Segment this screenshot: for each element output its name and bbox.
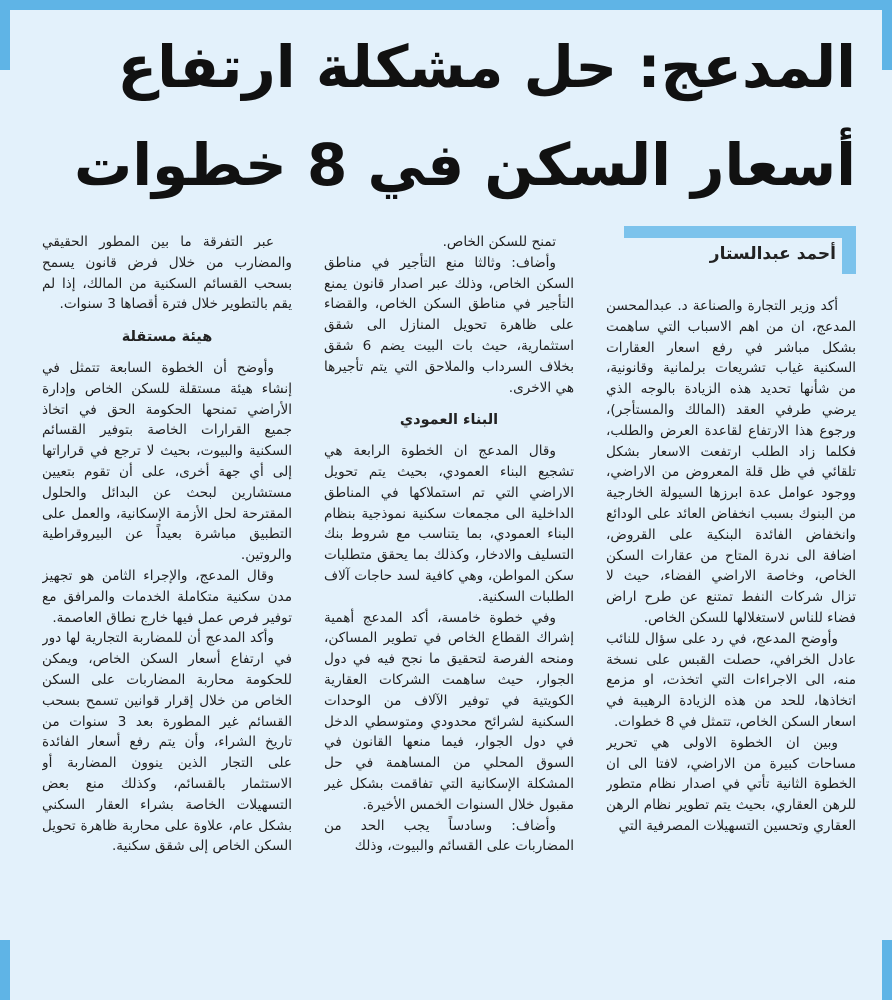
article-column-1 [606,296,856,986]
article-paragraph: وقال المدعج، والإجراء الثامن هو تجهيز مدن سكنية متكاملة الخدمات والمرافق مع توفير فرص عمل فيها خارج نطاق العاصمة. [42,567,292,626]
article-paragraph: عبر التفرقة ما بين المطور الحقيقي والمضارب من خلال فرض قانون يسمح بسحب القسائم السكنية من المالك، إذا لم يقم بالتطوير خلال فترة أقصاها 3 سنوات. [42,234,292,313]
byline-accent-tab [842,226,856,274]
frame-top-border [0,0,892,10]
byline-accent-bar [624,226,856,238]
article-column-2 [324,232,574,986]
section-subheading: البناء العمودي [399,412,499,429]
frame-left-border [0,0,10,70]
article-headline: المدعج: حل مشكلة ارتفاع أسعار السكن في 8 خطوات [73,33,856,199]
article-paragraph: وبين ان الخطوة الاولى هي تحرير مساحات كبيرة من الاراضي، لافتا الى ان الخطوة الثانية تأتي في اصدار نظام متطور للرهن العقاري، بحيث يتم تطوير نظام الرهن العقاري وتحسين التسهيلات المصرفية التي [606,734,856,834]
article-paragraph: وأوضح أن الخطوة السابعة تتمثل في إنشاء هيئة مستقلة للسكن الخاص وإدارة الأراضي تمنحها الحكومة الحق في اتخاذ جميع القرارات الخاصة بتوفير القسائم السكنية والبيوت، بحيث لا ترجع في قراراتها إلى أي جهة أخرى، على أن تقوم بتعيين مستشارين لبحث عن البدائل والحلول المقترحة لحل الأزمة الإسكانية، والعمل على التطبيق مباشرة بعيداً عن البيروقراطية والروتين. [42,359,292,564]
frame-bottom-left-border [0,940,10,1000]
frame-bottom-right-border [882,940,892,1000]
article-paragraph: وأوضح المدعج، في رد على سؤال للنائب عادل الخرافي، حصلت القبس على نسخة منه، الى الاجراءات التي اتخذت، او مزمع اتخاذها، للحد من هذه الزيادة الرهيبة في اسعار السكن الخاص، تتمثل في 8 خطوات. [606,630,856,730]
author-byline: أحمد عبدالستار [709,244,836,264]
article-paragraph: أكد وزير التجارة والصناعة د. عبدالمحسن المدعج، ان من اهم الاسباب التي ساهمت بشكل مباشر في رفع اسعار العقارات السكنية غياب تشريعات برلمانية وقانونية، من شأنها تحديد هذه الزيادة بالوجه الذي يرضي طرفي العقد (المالك والمستأجر)، ورجوع هذا الارتفاع لقاعدة العرض والطلب، فكلما زاد الطلب ارتفعت الاسعار بشكل تلقائي في ظل قلة المعروض من الاراضي، ووجود عوامل عدة ابرزها السيولة الخارجية من البنوك بسبب انخفاض العائد على الودائع وانخفاض الفائدة البنكية على القروض، اضافة الى ندرة المتاح من عقارات السكن الخاص، وخاصة الاراضي الفضاء، حيث لا تزال شركات النفط تمتنع عن طرح اراض فضاء للناس لاستغلالها للسكن الخاص. [606,298,856,626]
article-column-3 [42,232,292,986]
article-paragraph: وفي خطوة خامسة، أكد المدعج أهمية إشراك القطاع الخاص في تطوير المساكن، ومنحه الفرصة لتحقيق ما نجح فيه في دول الجوار، حيث ساهمت الشركات العقارية الكويتية في توفير الآلاف من الوحدات السكنية لشرائح محدودي ومتوسطي الدخل في دول الجوار، فيما منعها القانون في السوق المحلي من المساهمة في حل المشكلة الإسكانية التي تفاقمت بشكل غير مقبول خلال السنوات الخمس الأخيرة. [324,609,574,813]
article-paragraph: وقال المدعج ان الخطوة الرابعة هي تشجيع البناء العمودي، بحيث يتم تحويل الاراضي التي تم استملاكها في المناطق الداخلية الى مجمعات سكنية نموذجية بنظام البناء العمودي، بما يتناسب مع شروط بنك التسليف والادخار، وكذلك بما يحقق متطلبات سكن المواطن، وهي كافية لسد حاجات آلاف الطلبات السكنية. [324,443,574,605]
section-subheading: هيئة مستقلة [121,329,213,346]
article-paragraph: وأضاف: وثالثا منع التأجير في مناطق السكن الخاص، وذلك عبر اصدار قانون يمنع التأجير في مناطق السكن الخاص، والقضاء على ظاهرة تحويل المنازل الى شقق استثمارية، حيث بات البيت يضم 6 شقق بخلاف السرداب والملاحق التي يتم تأجيرها هي الاخرى. [324,254,574,396]
article-paragraph: وأضاف: وسادساً يجب الحد من المضاربات على القسائم والبيوت، وذلك [324,817,574,855]
article-paragraph: وأكد المدعج أن للمضاربة التجارية لها دور في ارتفاع أسعار السكن الخاص، ويمكن للحكومة محاربة المضاربات على السكن الخاص من خلال إقرار قوانين تسمح بسحب القسائم غير المطورة بعد 3 سنوات من تاريخ الشراء، وأن يتم رفع أسعار الفائدة على التجار الذين ينوون المضاربة أو الاستثمار بالقسائم، وكذلك منع بعض التسهيلات الخاصة بشراء العقار السكني بشكل عام، علاوة على محاربة ظاهرة تحويل السكن الخاص إلى شقق سكنية. [42,630,292,855]
article-paragraph: تمنح للسكن الخاص. [442,234,556,250]
frame-right-border [882,0,892,70]
